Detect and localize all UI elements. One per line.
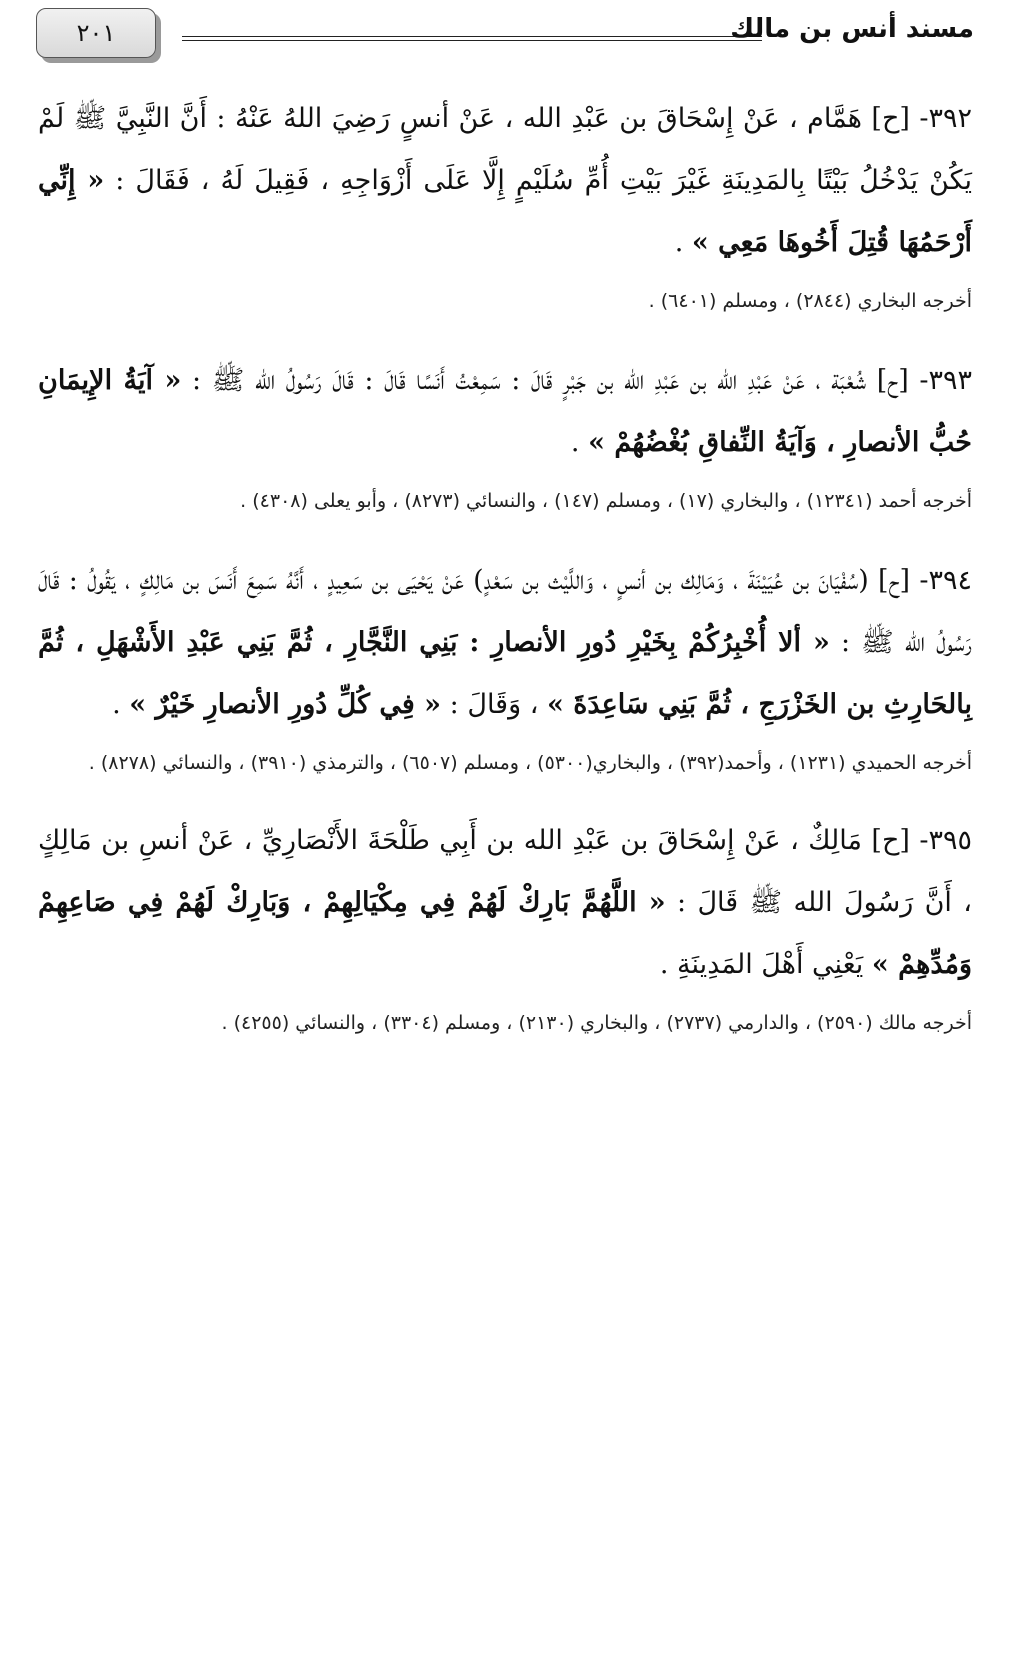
hadith-text [38, 88, 972, 274]
hadith-takhrij: أخرجه أحمد (١٢٣٤١) ، والبخاري (١٧) ، ومسلم (١٤٧) ، والنسائي (٨٢٧٣) ، وأبو يعلى (٤٣٠٨) . [240, 490, 972, 512]
hadith-end: . [112, 689, 130, 720]
hadith-number: ٣٩٣- [ح] [876, 365, 972, 396]
hadith-takhrij: أخرجه الحميدي (١٢٣١) ، وأحمد(٣٩٢) ، والبخاري(٥٣٠٠) ، ومسلم (٦٥٠٧) ، والترمذي (٣٩١٠) ، والنسائي (٨٢٧٨) . [88, 752, 972, 774]
header-divider [182, 36, 762, 41]
hadith-number: ٣٩٤- [ح] [878, 565, 972, 596]
hadith-isnad: مَالِكٌ ، عَنْ إِسْحَاقَ بن عَبْدِ الله بن أَبِي طَلْحَةَ الأَنْصَارِيِّ ، عَنْ أنسِ بن مَالِكٍ ، أَنَّ رَسُولَ الله ﷺ قَالَ : [38, 825, 972, 918]
hadith-end: . [674, 227, 692, 258]
page-content [38, 82, 972, 1044]
hadith-isnad: شُعْبَة ، عَنْ عَبْدِ الله بن عَبْدِ الله بن جَبْرٍ قَالَ : سَمِعْتُ أَنَسًا قَالَ : قَالَ رَسُولُ الله ﷺ : [181, 365, 877, 396]
hadith-quote-2: « فِي كُلِّ دُورِ الأنصارِ خَيْرٌ » [129, 689, 442, 720]
hadith-takhrij: أخرجه البخاري (٢٨٤٤) ، ومسلم (٦٤٠١) . [648, 290, 972, 312]
hadith-middle: ، وَقَالَ : [441, 689, 547, 720]
hadith-392 [38, 88, 972, 322]
hadith-394 [38, 550, 972, 784]
hadith-number: ٣٩٢- [ح] [871, 103, 972, 134]
hadith-quote: « اللَّهُمَّ بَارِكْ لَهُمْ فِي مِكْيَالِهِمْ ، وَبَارِكْ لَهُمْ فِي صَاعِهِمْ وَمُدِّهِمْ » [38, 887, 972, 980]
hadith-number: ٣٩٥- [ح] [871, 825, 972, 856]
page-number: ٢٠١ [76, 19, 116, 47]
hadith-isnad: هَمَّام ، عَنْ إِسْحَاقَ بن عَبْدِ الله ، عَنْ أنسٍ رَضِيَ اللهُ عَنْهُ : أَنَّ النَّبِيَّ ﷺ لَمْ يَكُنْ يَدْخُلُ بَيْتًا بِالمَدِينَةِ غَيْرَ بَيْتِ أُمِّ سُلَيْمٍ إِلَّا عَلَى أَزْوَاجِهِ ، فَقِيلَ لَهُ ، فَقَالَ : [38, 103, 972, 196]
hadith-393 [38, 350, 972, 522]
hadith-end: . [570, 427, 589, 458]
hadith-quote: « آيَةُ الإِيمَانِ حُبُّ الأنصارِ ، وَآيَةُ النِّفاقِ بُغْضُهُمْ » [38, 365, 972, 458]
hadith-395 [38, 810, 972, 1044]
hadith-text [38, 550, 972, 736]
hadith-quote: « ألا أُخْبِرُكُمْ بِخَيْرِ دُورِ الأنصارِ : بَنِي النَّجَّارِ ، ثُمَّ بَنِي عَبْدِ الأَشْهَلِ ، ثُمَّ بِالحَارِثِ بن الخَزْرَجِ ، ثُمَّ بَنِي سَاعِدَةَ » [38, 627, 972, 720]
hadith-quote: « إِنِّي أَرْحَمُهَا قُتِلَ أَخُوهَا مَعِي » [38, 165, 972, 258]
hadith-text [38, 810, 972, 996]
hadith-end: يَعْنِي أَهْلَ المَدِينَةِ . [659, 949, 872, 980]
hadith-isnad: (سُفْيَانَ بن عُيَيْنَةَ ، وَمَالِك بن أنسٍ ، وَاللَّيْث بن سَعْدٍ) عَنْ يَحْيَى بن سَعِيدٍ ، أَنَّهُ سَمِعَ أَنَسَ بن مَالِكٍ ، يَقُولُ : قَالَ رَسُولُ الله ﷺ : [38, 565, 972, 658]
book-title: مسند أنس بن مالك [730, 14, 974, 44]
page-number-badge [36, 8, 156, 58]
page-header [36, 8, 974, 66]
hadith-takhrij: أخرجه مالك (٢٥٩٠) ، والدارمي (٢٧٣٧) ، والبخاري (٢١٣٠) ، ومسلم (٣٣٠٤) ، والنسائي (٤٢٥٥) . [221, 1012, 972, 1034]
hadith-text [38, 350, 972, 474]
